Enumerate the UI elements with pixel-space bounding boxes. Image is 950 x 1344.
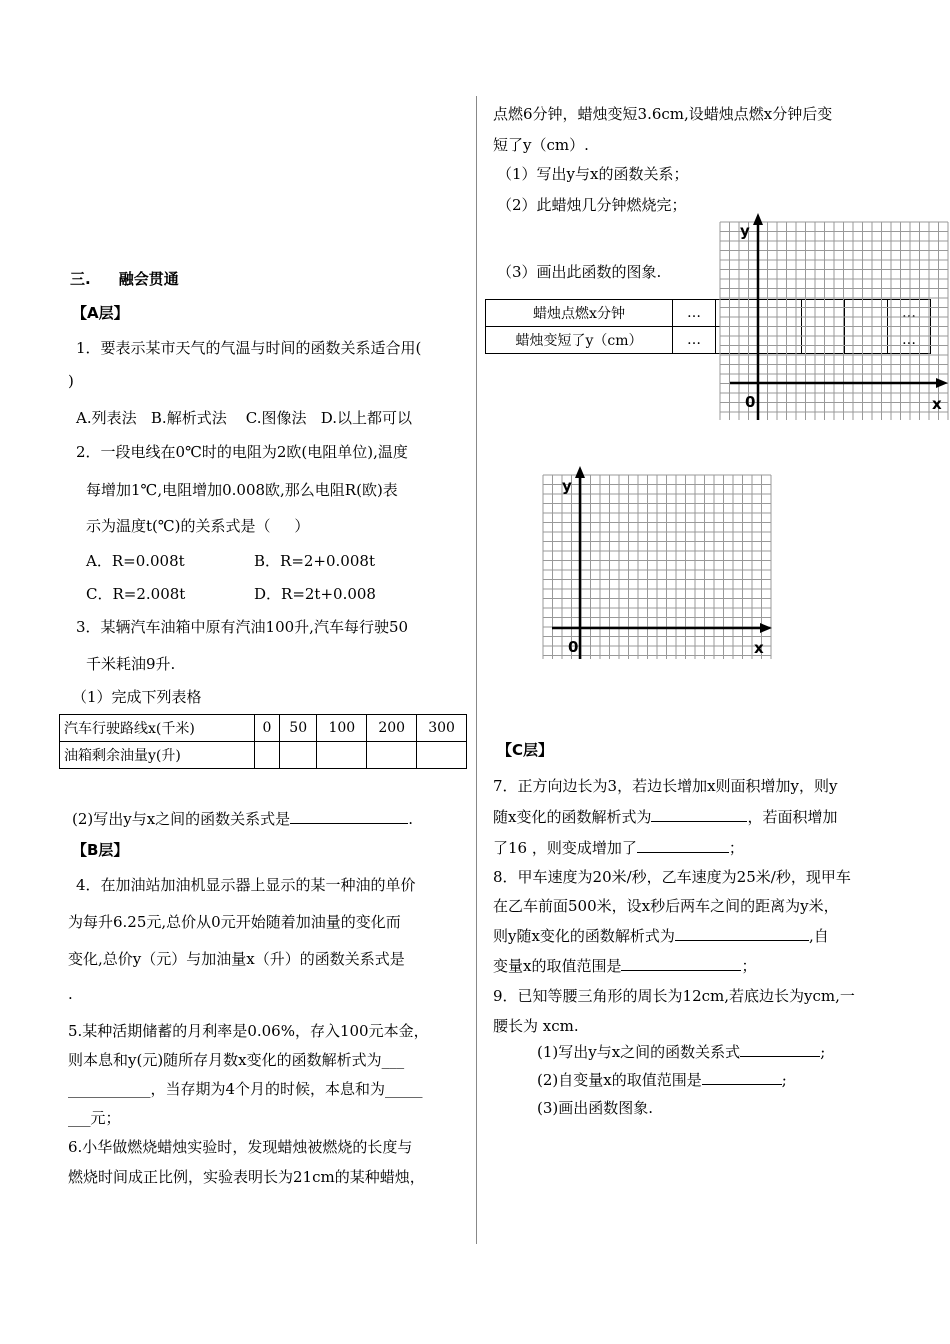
graph1-y-label: y [740,222,750,240]
q9-blank-2[interactable] [702,1070,782,1085]
q4-line4: . [68,985,73,1003]
q3-table-y-cell[interactable] [280,742,317,769]
q1-close-paren: ) [68,372,74,390]
q3-table-x-cell: 50 [280,715,317,742]
q9-sub3: (3)画出函数图象. [537,1099,654,1117]
q3-sub2: (2)写出y与x之间的函数关系式是 . [72,810,413,828]
q3-table-row-y [60,742,467,769]
q6-line2: 燃烧时间成正比例，实验表明长为21cm的某种蜡烛， [68,1168,425,1186]
graph2[interactable] [540,463,780,663]
q6-sub1: （1）写出y与x的函数关系； [497,165,689,183]
q3-line1: 3．某辆汽车油箱中原有汽油100升,汽车每行驶50 [76,618,409,636]
q2-option-b: B．R=2+0.008t [254,552,375,570]
layer-a-heading: 【A层】 [72,304,129,322]
q6-table-y-label: 蜡烛变短了y（cm） [486,327,673,354]
graph2-y-arrow [575,466,585,478]
q3-table-row-x [60,715,467,742]
q8-line1: 8．甲车速度为20米/秒，乙车速度为25米/秒，现甲车 [493,868,851,886]
q8-blank-1[interactable] [675,926,809,941]
q3-table-y-label: 油箱剩余油量y(升) [60,742,255,769]
q7-line1: 7．正方向边长为3，若边长增加x则面积增加y，则y [493,777,838,795]
q8-blank-2[interactable] [621,956,741,971]
graph2-x-arrow [760,623,772,633]
q5-line2: 则本息和y(元)随所存月数x变化的函数解析式为___ [68,1051,405,1069]
graph1-x-label: x [932,395,942,413]
q6-table-dots: … [673,327,716,354]
q8-line4: 变量x的取值范围是 ； [493,957,757,975]
q1-text: 1．要表示某市天气的气温与时间的函数关系适合用( [76,339,422,357]
q3-table [59,714,467,769]
q3-line2: 千米耗油9升. [86,655,176,673]
q6-table-dots: … [888,300,931,327]
layer-b-heading: 【B层】 [72,841,129,859]
q3-table-y-cell[interactable] [255,742,280,769]
q3-table-x-label: 汽车行驶路线x(千米) [60,715,255,742]
q7-blank-2[interactable] [637,838,729,853]
q2-line1: 2．一段电线在0℃时的电阻为2欧(电阻单位),温度 [76,443,408,461]
q8-line2: 在乙车前面500米，设x秒后两车之间的距离为y米， [493,897,839,915]
q2-line2: 每增加1℃,电阻增加0.008欧,那么电阻R(欧)表 [86,481,398,499]
q6-line1: 6.小华做燃烧蜡烛实验时，发现蜡烛被燃烧的长度与 [68,1138,413,1156]
q2-option-c: C．R=2.008t [86,585,186,603]
q3-sub1: （1）完成下列表格 [72,688,202,706]
q4-line3: 变化,总价y（元）与加油量x（升）的函数关系式是 [68,950,405,968]
graph2-origin: 0 [568,638,579,656]
column-divider [476,96,477,1244]
graph2-y-label: y [562,477,572,495]
q9-sub1: (1)写出y与x之间的函数关系式 ; [537,1043,826,1061]
q2-line3: 示为温度t(℃)的关系式是（ ） [86,517,310,535]
section-heading: 三. 融会贯通 [70,270,179,288]
layer-c-heading: 【C层】 [497,741,554,759]
q5-line4: ___元； [68,1109,121,1127]
q3-table-y-cell[interactable] [417,742,467,769]
graph1-grid [720,222,948,420]
q7-line3: 了16 ，则变成增加了 ； [493,839,744,857]
q2-option-a: A．R=0.008t [86,552,185,570]
q6-line4: 短了y（cm）. [493,136,589,154]
q5-line1: 5.某种活期储蓄的月利率是0.06%，存入100元本金， [68,1022,429,1040]
q6-table-dots: … [888,327,931,354]
q6-line3: 点燃6分钟，蜡烛变短3.6cm,设蜡烛点燃x分钟后变 [493,105,833,123]
q9-blank-1[interactable] [740,1042,820,1057]
graph1[interactable] [710,210,950,425]
q3-table-y-cell[interactable] [317,742,367,769]
q3-table-y-cell[interactable] [367,742,417,769]
graph1-origin: 0 [745,393,756,411]
q8-line3: 则y随x变化的函数解析式为 ,自 [493,927,829,945]
graph1-x-arrow [936,378,948,388]
q1-options: A.列表法 B.解析式法 C.图像法 D.以上都可以 [76,409,413,427]
q2-option-d: D．R=2t+0.008 [254,585,376,603]
q3-table-x-cell: 300 [417,715,467,742]
q9-line1: 9．已知等腰三角形的周长为12cm,若底边长为ycm,一 [493,987,855,1005]
q7-line2: 随x变化的函数解析式为 ，若面积增加 [493,808,838,826]
q3-table-x-cell: 200 [367,715,417,742]
graph1-y-arrow [753,213,763,225]
q6-table-x-label: 蜡烛点燃x分钟 [486,300,673,327]
q9-sub2: (2)自变量x的取值范围是 ; [537,1071,787,1089]
q9-line2: 腰长为 xcm. [493,1017,579,1035]
graph2-x-label: x [754,639,764,657]
q3-table-x-cell: 100 [317,715,367,742]
q3-answer-blank[interactable] [290,809,408,824]
q5-line3: ___________，当存期为4个月的时候，本息和为_____ [68,1080,423,1098]
q6-table-dots: … [673,300,716,327]
q4-line1: 4．在加油站加油机显示器上显示的某一种油的单价 [76,876,416,894]
q6-sub2: （2）此蜡烛几分钟燃烧完； [497,196,687,214]
graph2-grid [543,475,771,659]
q3-table-x-cell: 0 [255,715,280,742]
q6-sub3: （3）画出此函数的图象. [497,263,662,281]
q7-blank-1[interactable] [651,807,747,822]
q4-line2: 为每升6.25元,总价从0元开始随着加油量的变化而 [68,913,401,931]
